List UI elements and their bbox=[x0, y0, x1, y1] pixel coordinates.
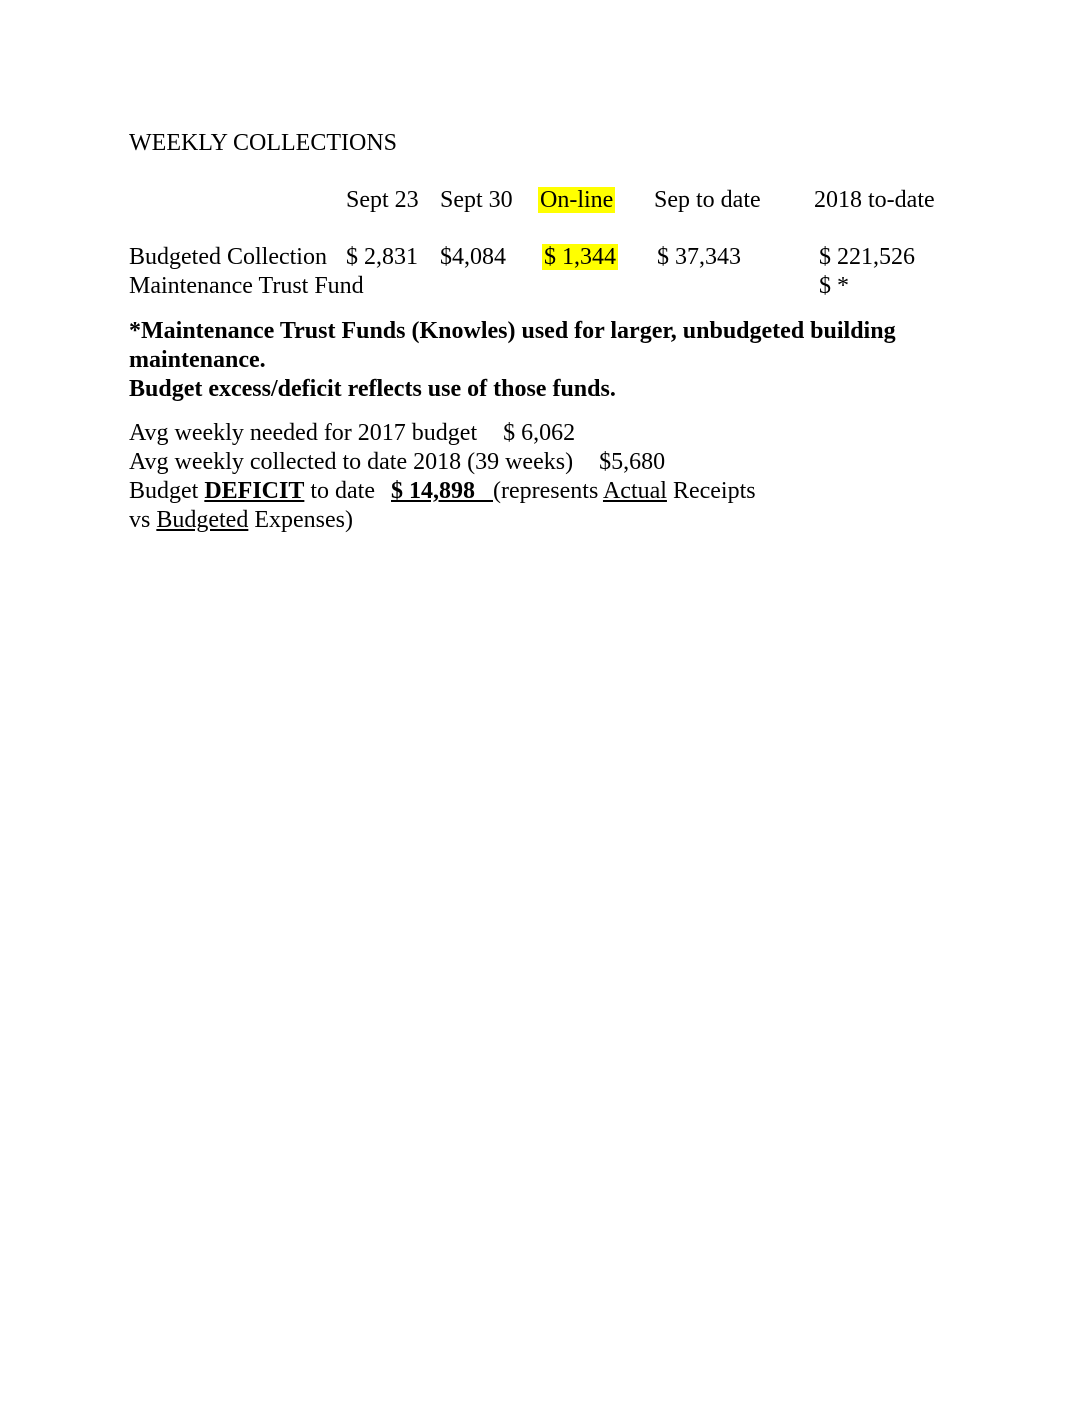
deficit-paren-start: (represents bbox=[493, 478, 599, 504]
cell-budgeted-sept30: $4,084 bbox=[440, 244, 506, 270]
row-label-maintenance-trust-fund: Maintenance Trust Fund bbox=[129, 273, 364, 299]
deficit-expenses: Expenses) bbox=[254, 507, 353, 533]
deficit-value-text: $ 14,898 bbox=[391, 478, 475, 504]
deficit-actual: Actual bbox=[602, 478, 667, 504]
deficit-receipts: Receipts bbox=[672, 478, 756, 504]
avg-needed-label: Avg weekly needed for 2017 budget bbox=[129, 420, 478, 446]
deficit-value bbox=[391, 478, 493, 504]
deficit-word: DEFICIT bbox=[204, 478, 305, 504]
cell-budgeted-sept23: $ 2,831 bbox=[346, 244, 418, 270]
cell-budgeted-2018-to-date: $ 221,526 bbox=[819, 244, 915, 270]
avg-collected-label: Avg weekly collected to date 2018 (39 weeks) bbox=[129, 449, 574, 475]
deficit-budgeted: Budgeted bbox=[156, 507, 249, 533]
note-line-1: *Maintenance Trust Funds (Knowles) used for larger, unbudgeted building bbox=[129, 318, 896, 344]
document-title: WEEKLY COLLECTIONS bbox=[129, 130, 397, 156]
avg-needed-value: $ 6,062 bbox=[503, 420, 576, 446]
cell-maintenance-2018-to-date: $ * bbox=[819, 273, 849, 299]
header-online-highlight: On-line bbox=[540, 187, 614, 213]
cell-budgeted-online bbox=[542, 243, 618, 271]
deficit-prefix: Budget bbox=[129, 478, 199, 504]
avg-collected-value: $5,680 bbox=[599, 449, 666, 475]
deficit-vs: vs bbox=[129, 507, 151, 533]
deficit-line-2 bbox=[129, 506, 353, 534]
header-online bbox=[538, 186, 615, 214]
avg-collected-line bbox=[129, 448, 665, 476]
note-line-2: maintenance. bbox=[129, 347, 266, 373]
header-sept30: Sept 30 bbox=[440, 187, 513, 213]
cell-budgeted-sep-to-date: $ 37,343 bbox=[657, 244, 741, 270]
deficit-mid: to date bbox=[310, 478, 375, 504]
avg-needed-line bbox=[129, 419, 575, 447]
header-sep-to-date: Sep to date bbox=[654, 187, 761, 213]
header-2018-to-date: 2018 to-date bbox=[814, 187, 935, 213]
note-line-3: Budget excess/deficit reflects use of those funds. bbox=[129, 376, 616, 402]
deficit-line bbox=[129, 477, 756, 505]
header-sept23: Sept 23 bbox=[346, 187, 419, 213]
cell-budgeted-online-highlight: $ 1,344 bbox=[544, 244, 616, 270]
row-label-budgeted-collection: Budgeted Collection bbox=[129, 244, 327, 270]
